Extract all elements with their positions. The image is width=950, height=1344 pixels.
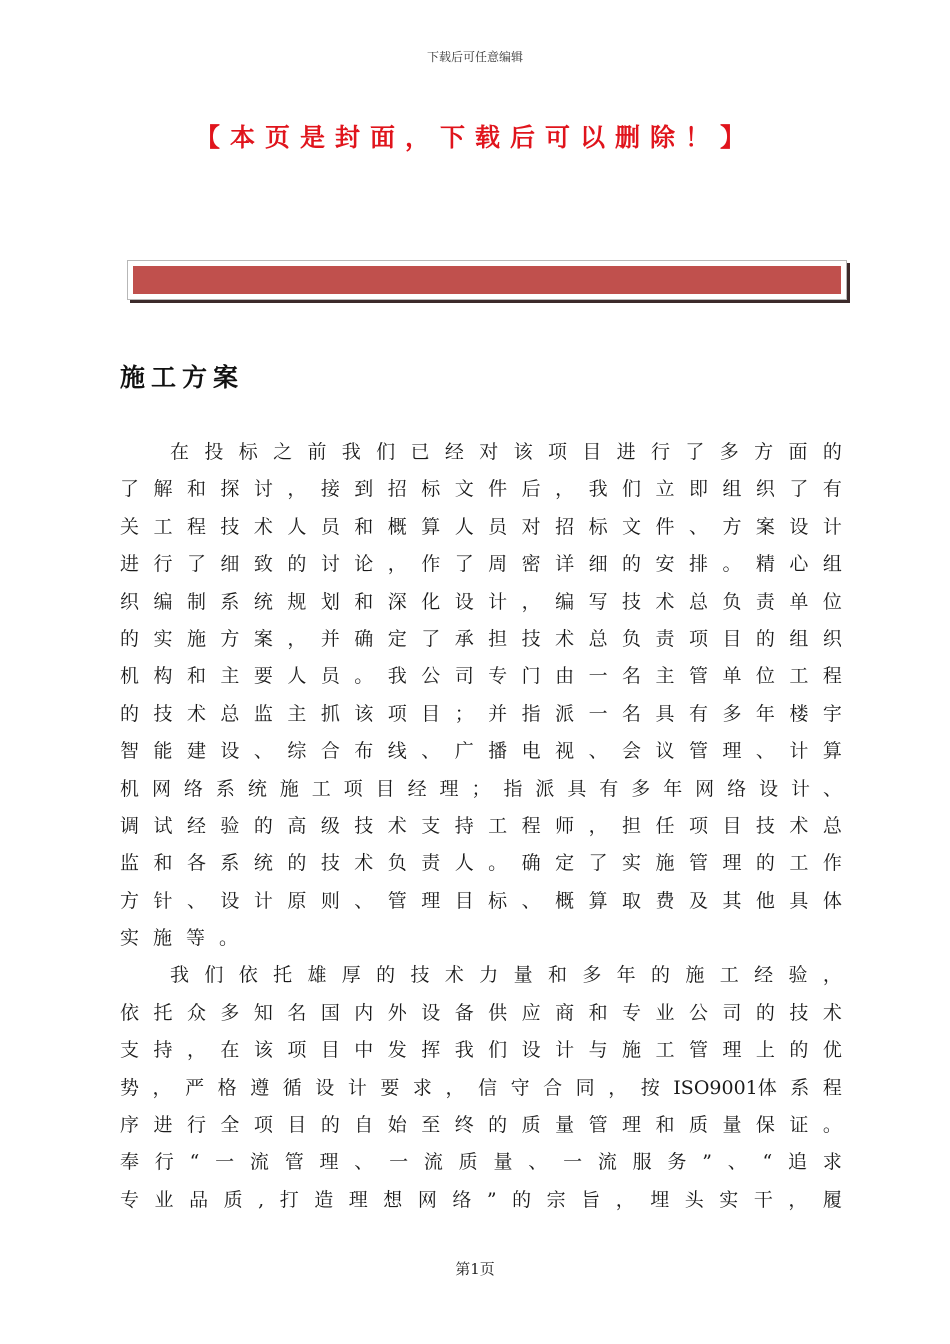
paragraph-line: 势 ， 严 格 遵 循 设 计 要 求 ， 信 守 合 同 ， 按 ISO9001体 系 程	[120, 1076, 842, 1099]
banner-fill	[133, 266, 841, 294]
paragraph-line: 机 网 络 系 统 施 工 项 目 经 理 ； 指 派 具 有 多 年 网 络 设 计 、	[120, 777, 842, 800]
paragraph-line: 专 业 品 质 , 打 造 理 想 网 络 ” 的 宗 旨 ， 埋 头 实 干 ， 履	[120, 1188, 842, 1211]
paragraph-line: 调 试 经 验 的 高 级 技 术 支 持 工 程 师 ， 担 任 项 目 技 术 总	[120, 814, 842, 837]
header-note: 下载后可任意编辑	[426, 50, 523, 64]
paragraph-line: 的 实 施 方 案 ， 并 确 定 了 承 担 技 术 总 负 责 项 目 的 组 织	[120, 627, 842, 650]
paragraph-line: 机 构 和 主 要 人 员 。 我 公 司 专 门 由 一 名 主 管 单 位 工 程	[120, 665, 842, 688]
paragraph-line: 序 进 行 全 项 目 的 自 始 至 终 的 质 量 管 理 和 质 量 保 证 。	[120, 1114, 842, 1137]
paragraph-line: 奉 行 “ 一 流 管 理 、 一 流 质 量 、 一 流 服 务 ” 、 “ 追 求	[120, 1151, 842, 1174]
paragraph-line: 实 施 等 。	[120, 927, 239, 950]
paragraph-line: 关 工 程 技 术 人 员 和 概 算 人 员 对 招 标 文 件 、 方 案 设 计	[120, 515, 842, 538]
decorative-banner	[127, 260, 847, 300]
paragraph-line: 依 托 众 多 知 名 国 内 外 设 备 供 应 商 和 专 业 公 司 的 技 术	[120, 1001, 842, 1024]
body-text	[120, 434, 842, 1219]
paragraph-line: 支 持 ， 在 该 项 目 中 发 挥 我 们 设 计 与 施 工 管 理 上 的 优	[120, 1039, 842, 1062]
paragraph-line: 方 针 、 设 计 原 则 、 管 理 目 标 、 概 算 取 费 及 其 他 具 体	[120, 889, 842, 912]
paragraph-line: 智 能 建 设 、 综 合 布 线 、 广 播 电 视 、 会 议 管 理 、 计 算	[120, 740, 842, 763]
cover-notice: 【本页是封面，下载后可以删除！】	[194, 123, 755, 152]
document-title: 施工方案	[120, 363, 245, 392]
paragraph-line: 织 编 制 系 统 规 划 和 深 化 设 计 ， 编 写 技 术 总 负 责 单 位	[120, 590, 842, 613]
paragraph-line: 在 投 标 之 前 我 们 已 经 对 该 项 目 进 行 了 多 方 面 的	[170, 441, 842, 463]
paragraph-line: 了 解 和 探 讨 ， 接 到 招 标 文 件 后 ， 我 们 立 即 组 织 了 有	[120, 478, 842, 501]
paragraph-line: 监 和 各 系 统 的 技 术 负 责 人 。 确 定 了 实 施 管 理 的 工 作	[120, 852, 842, 875]
page-number: 第1页	[455, 1260, 495, 1278]
paragraph-line: 的 技 术 总 监 主 抓 该 项 目 ； 并 指 派 一 名 具 有 多 年 楼 宇	[120, 702, 842, 725]
paragraph-line: 我 们 依 托 雄 厚 的 技 术 力 量 和 多 年 的 施 工 经 验 ，	[170, 964, 842, 987]
paragraph-line: 进 行 了 细 致 的 讨 论 ， 作 了 周 密 详 细 的 安 排 。 精 心 组	[120, 553, 842, 576]
